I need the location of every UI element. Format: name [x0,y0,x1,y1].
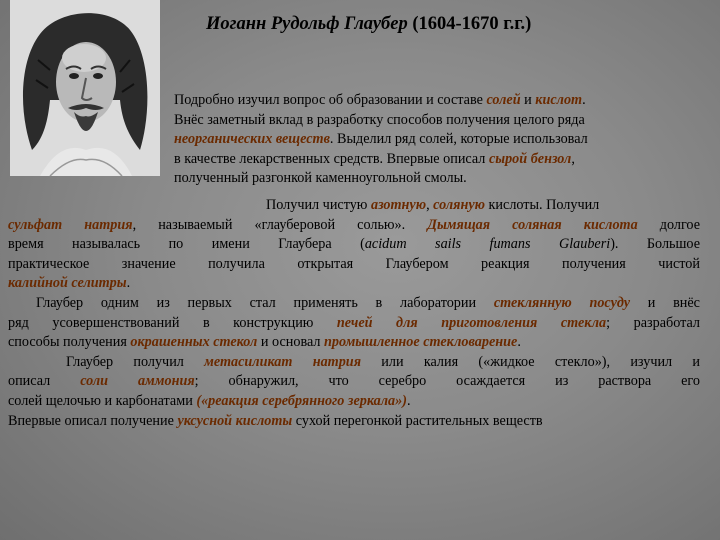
text: Глаубер одним из первых стал применять в лаборатории [36,294,494,311]
text-line [8,412,700,432]
text: ; разработал [606,314,701,331]
highlight-term: сульфат натрия [8,216,133,233]
highlight-term: уксусной кислоты [177,412,293,429]
text-line [8,392,700,412]
highlight-term: промышленное стекловарение [324,334,518,351]
text-line [8,255,700,275]
text: и [520,92,536,108]
highlight-term: азотную [370,197,427,213]
text-line [8,196,700,216]
highlight-term: соляную [433,197,485,213]
text: Внёс заметный вклад в разработку способов получения целого ряда [174,111,585,128]
text: , [426,197,434,213]
title-years: (1604-1670 г.г.) [412,14,532,34]
text: описал [8,373,81,390]
latin-term: acidum sails fumans Glauberi [364,236,611,253]
text-line [8,216,700,236]
paragraph-2 [8,196,700,431]
text: способы получения [8,334,131,351]
text: ряд усовершенствований в конструкцию [8,314,337,331]
text: , [571,150,575,167]
highlight-term: калийной селитры [8,275,127,292]
highlight-term: («реакция серебрянного зеркала») [196,392,407,409]
text: или калия («жидкое стекло»), изучил и [361,353,700,370]
highlight-term: солей [486,92,521,108]
text: . [406,392,411,409]
highlight-term: неорганических веществ [174,131,330,148]
text-line [8,372,700,392]
text: время называлась по имени Глаубера ( [8,236,365,253]
highlight-term: стеклянную посуду [493,294,631,311]
text-line [8,274,700,294]
text-line [8,333,700,353]
text-line [8,294,700,314]
text: Глаубер получил [66,353,205,370]
text: полученный разгонкой каменноугольной смолы. [174,170,467,187]
text-line [174,111,702,131]
text: в качестве лекарственных средств. Впервые описал [174,150,489,167]
text: . [517,334,521,351]
highlight-term: окрашенных стекол [130,334,258,351]
text: . Выделил ряд солей, которые использовал [329,131,588,148]
page-title [206,14,686,35]
portrait-drawing [10,0,160,176]
text-line [174,130,702,150]
highlight-term: кислот [535,92,583,108]
text-line [174,91,702,111]
title-name: Иоганн Рудольф Глаубер [206,14,408,34]
text: и основал [257,334,325,351]
text: . [582,92,586,108]
highlight-term: соли аммония [80,373,195,390]
highlight-term: Дымящая соляная кислота [427,216,638,233]
text: Получил чистую [266,197,371,213]
text-line [174,169,702,189]
text: солей щелочью и карбонатами [8,392,197,409]
text: и внёс [630,294,700,311]
text: , называемый «глауберовой солью». [132,216,428,233]
text: Подробно изучил вопрос об образовании и составе [174,92,487,108]
text: долгое [637,216,700,233]
text: практическое значение получила открытая Глаубером реакция получения чистой [8,255,700,272]
text: сухой перегонкой растительных веществ [292,412,543,429]
text-line [8,314,700,334]
text-line [8,353,700,373]
text: . [126,275,131,292]
highlight-term: сырой бензол [488,150,572,167]
highlight-term: метасиликат натрия [204,353,362,370]
paragraph-1 [174,91,702,189]
text-line [174,150,702,170]
text: кислоты. Получил [484,197,600,213]
text-line [8,235,700,255]
text: Впервые описал получение [8,412,178,429]
highlight-term: печей для приготовления стекла [336,314,607,331]
text: ). Большое [610,236,700,253]
text: ; обнаружил, что серебро осаждается из раствора его [194,373,700,390]
portrait-engraving-icon [10,0,160,176]
